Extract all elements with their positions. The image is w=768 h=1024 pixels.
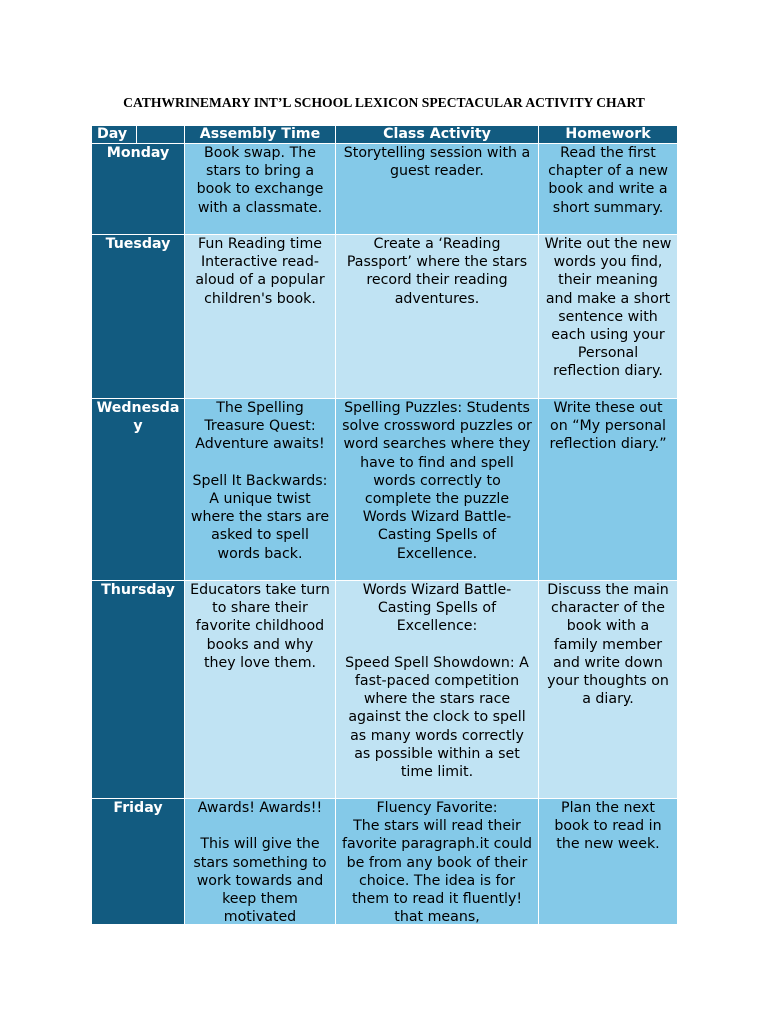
activity-cell: Spelling Puzzles: Students solve crossword puzzles or word searches where they have to find and spell words correctly to complete the puzzle Words Wizard Battle-Casting Spells of Excellence. [336,399,539,581]
table-row-monday [92,144,678,235]
table-row-wednesday [92,399,678,581]
table-header-row [92,126,678,144]
day-cell: Monday [92,144,185,235]
assembly-cell: Educators take turn to share their favorite childhood books and why they love them. [185,581,336,799]
activity-cell: Storytelling session with a guest reader. [336,144,539,235]
activity-cell: Fluency Favorite: The stars will read their favorite paragraph.it could be from any book of their choice. The idea is for them to read it fluently! that means, [336,799,539,925]
assembly-cell: Fun Reading time Interactive read-aloud of a popular children's book. [185,235,336,399]
day-cell: Tuesday [92,235,185,399]
homework-cell: Plan the next book to read in the new week. [539,799,678,925]
homework-cell: Read the first chapter of a new book and write a short summary. [539,144,678,235]
homework-cell: Write these out on “My personal reflection diary.” [539,399,678,581]
day-cell: Friday [92,799,185,925]
activity-chart-table [91,125,677,924]
table-row-tuesday [92,235,678,399]
column-header-day: Day [92,126,185,144]
assembly-cell: Awards! Awards!! This will give the stars something to work towards and keep them motivated [185,799,336,925]
column-header-class-activity: Class Activity [336,126,539,144]
column-header-assembly-time: Assembly Time [185,126,336,144]
homework-cell: Discuss the main character of the book with a family member and write down your thoughts on a diary. [539,581,678,799]
activity-cell: Create a ‘Reading Passport’ where the stars record their reading adventures. [336,235,539,399]
column-header-homework: Homework [539,126,678,144]
table-row-friday [92,799,678,925]
homework-cell: Write out the new words you find, their meaning and make a short sentence with each using your Personal reflection diary. [539,235,678,399]
activity-cell: Words Wizard Battle-Casting Spells of Excellence: Speed Spell Showdown: A fast-paced competition where the stars race against the clock to spell as many words correctly as possible within a set time limit. [336,581,539,799]
document-title: CATHWRINEMARY INT’L SCHOOL LEXICON SPECTACULAR ACTIVITY CHART [123,95,645,110]
day-cell: Thursday [92,581,185,799]
day-cell: Wednesday [92,399,185,581]
assembly-cell: The Spelling Treasure Quest: Adventure awaits! Spell It Backwards: A unique twist where the stars are asked to spell words back. [185,399,336,581]
header-divider [136,126,137,143]
assembly-cell: Book swap. The stars to bring a book to exchange with a classmate. [185,144,336,235]
table-row-thursday [92,581,678,799]
activity-chart-table-wrapper [91,125,677,924]
